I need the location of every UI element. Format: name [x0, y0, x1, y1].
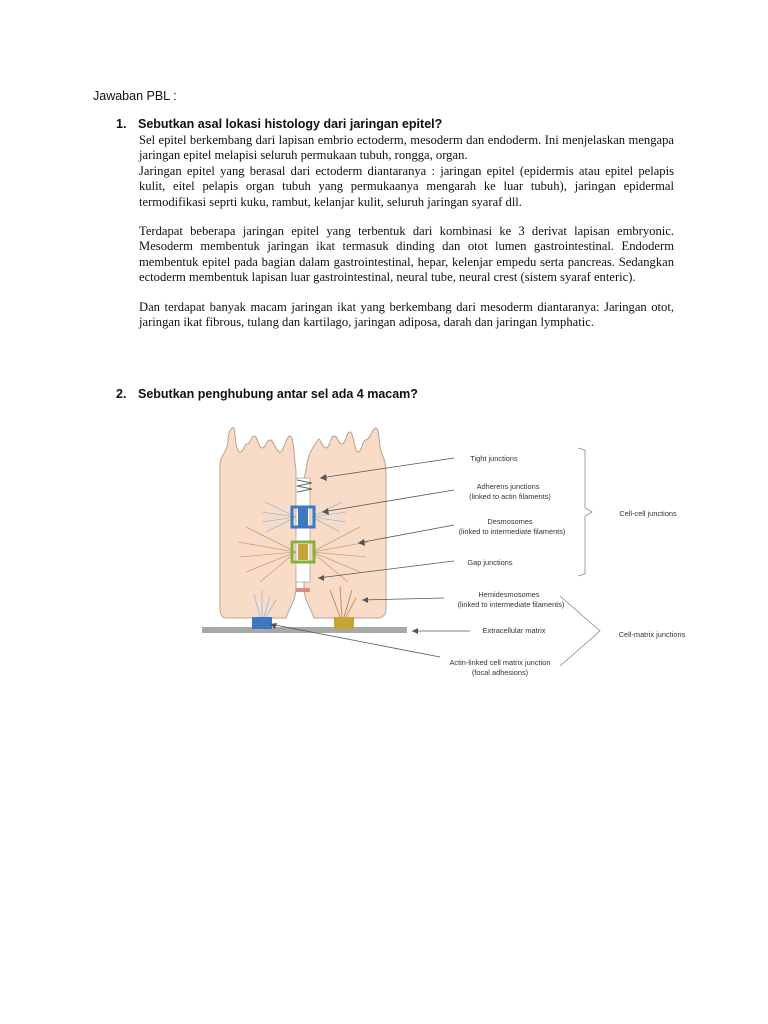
intercellular-space	[296, 478, 310, 582]
cell-cell-brace	[578, 448, 592, 576]
label-gap-junctions: Gap junctions	[467, 558, 513, 567]
question-2	[116, 387, 418, 401]
hemidesmosome-mark	[334, 617, 354, 629]
label-actin-linked-junction: Actin-linked cell matrix junction	[449, 658, 551, 667]
question-1-number: 1.	[116, 117, 127, 131]
label-cell-matrix-junctions: Cell-matrix junctions	[618, 630, 686, 639]
question-2-text: Sebutkan penghubung antar sel ada 4 macam?	[138, 387, 418, 401]
answer-1-paragraph-4: Dan terdapat banyak macam jaringan ikat yang berkembang dari mesoderm diantaranya: Jaringan otot, jaringan ikat fibrous, tulang dan kartilago, jaringan adiposa, darah dan jaringan lymphatic.	[139, 299, 674, 330]
label-adherens-note: (linked to actin filaments)	[469, 492, 551, 501]
answer-1-paragraph-3: Terdapat beberapa jaringan epitel yang terbentuk dari kombinasi ke 3 derivat lapisan embryonic. Mesoderm membentuk jaringan ikat termasuk dinding dan otot lumen gastrointestinal. Endoderm membentuk epitel pada bagian dalam gastrointestinal, hepar, kelenjar empedu serta pancreas. Sedangkan ectoderm membentuk lapisan luar gastrointestinal, neural tube, neural crest (sistem syaraf enteric).	[139, 224, 674, 285]
gap-junction-mark	[296, 588, 310, 592]
focal-adhesion-mark	[252, 617, 272, 629]
question-1-text: Sebutkan asal lokasi histology dari jaringan epitel?	[138, 117, 443, 131]
page-heading: Jawaban PBL :	[93, 89, 177, 103]
label-cell-cell-junctions: Cell-cell junctions	[619, 509, 677, 518]
label-hemidesmosomes-note: (linked to intermediate filaments)	[457, 600, 565, 609]
cell-matrix-brace	[560, 596, 600, 666]
question-1	[116, 117, 442, 131]
answer-1-paragraph-2: Jaringan epitel yang berasal dari ectoderm diantaranya : jaringan epitel (epidermis atau epitel pelapis kulit, eitel pelapis organ tubuh yang permukaanya mengarah ke luar tubuh), jaringan epidermal termodifikasi seprti kuku, rambut, kelanjar kulit, seluruh jaringan syaraf dll.	[139, 163, 674, 209]
label-extracellular-matrix: Extracellular matrix	[482, 626, 546, 635]
adherens-junction-core	[298, 508, 308, 526]
label-desmosomes-note: (linked to intermediate filaments)	[458, 527, 566, 536]
right-cell	[304, 428, 386, 618]
desmosome-core	[298, 544, 308, 560]
answer-1	[139, 133, 674, 330]
answer-1-paragraph-1: Sel epitel berkembang dari lapisan embrio ectoderm, mesoderm dan endoderm. Ini menjelaskan mengapa jaringan epitel melapisi seluruh permukaan tubuh, rongga, organ.	[139, 133, 674, 163]
label-adherens-junctions: Adherens junctions	[476, 482, 540, 491]
label-tight-junctions: Tight junctions	[470, 454, 518, 463]
question-2-number: 2.	[116, 387, 127, 401]
extracellular-matrix-bar	[202, 627, 407, 633]
label-hemidesmosomes: Hemidesmosomes	[478, 590, 540, 599]
cell-junction-diagram	[0, 410, 768, 710]
label-focal-adhesions: (focal adhesions)	[471, 668, 529, 677]
label-desmosomes: Desmosomes	[487, 517, 533, 526]
